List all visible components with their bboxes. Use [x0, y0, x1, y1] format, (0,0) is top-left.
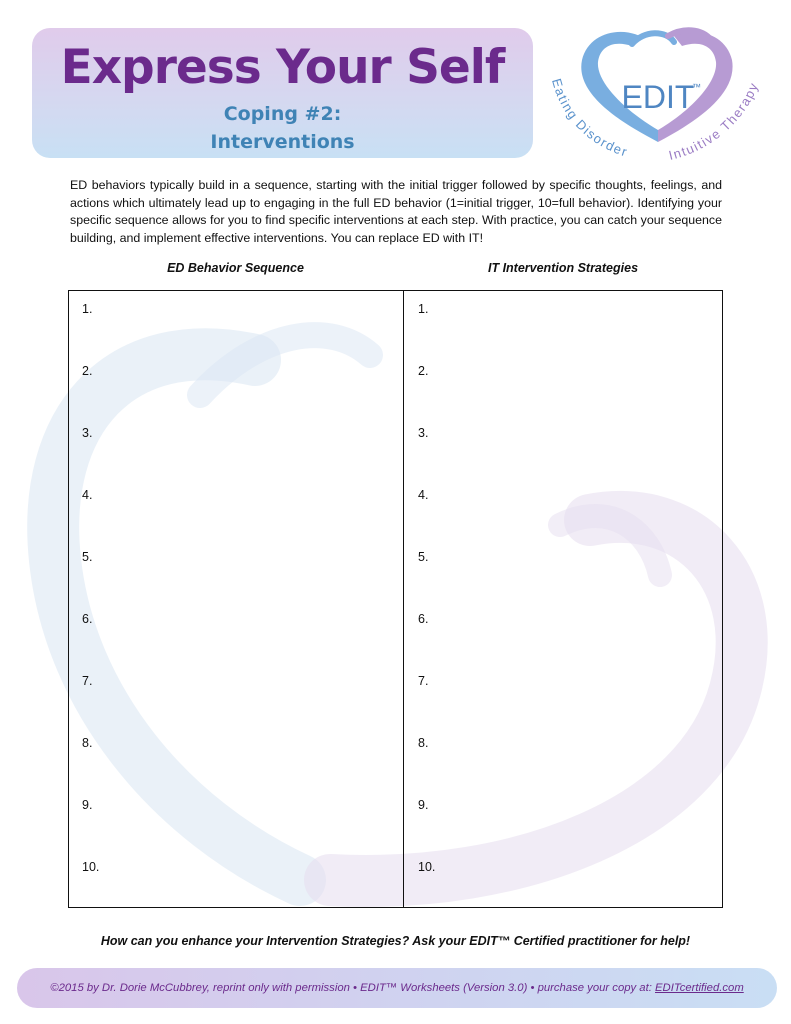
page-subtitle-line2: Interventions: [210, 131, 355, 153]
it-step-number: 6.: [418, 612, 429, 626]
worksheet-table: [68, 290, 723, 908]
it-step-number: 7.: [418, 674, 429, 688]
ed-step-number: 1.: [82, 302, 93, 316]
ed-step-number: 4.: [82, 488, 93, 502]
it-step-number: 2.: [418, 364, 429, 378]
column-header-it-strategies: IT Intervention Strategies: [487, 261, 639, 275]
header-banner: [32, 28, 533, 158]
footer-bar: [17, 968, 777, 1008]
column-divider: [403, 291, 404, 907]
it-step-number: 8.: [418, 736, 429, 750]
ed-step-number: 7.: [82, 674, 93, 688]
ed-step-number: 9.: [82, 798, 93, 812]
it-step-number: 10.: [418, 860, 436, 874]
logo-trademark: ™: [692, 82, 701, 92]
logo-wordmark: EDIT: [621, 79, 695, 115]
edit-logo: [540, 22, 775, 167]
ed-step-number: 6.: [82, 612, 93, 626]
footer-question: How can you enhance your Intervention Strategies? Ask your EDIT™ Certified practitioner for help!: [100, 934, 691, 948]
it-step-number: 5.: [418, 550, 429, 564]
intro-paragraph: ED behaviors typically build in a sequence, starting with the initial trigger followed by specific thoughts, feelings, and actions which ultimately lead up to engaging in the full ED behavior (1=initial trigger, 10=full behavior). Identifying your specific sequence allows for you to find specific interventions at each step. With practice, you can catch your sequence building, and implement effective interventions. You can replace ED with IT!: [70, 178, 722, 245]
editcertified-link[interactable]: EDITcertified.com: [655, 982, 744, 994]
column-header-ed-behavior: ED Behavior Sequence: [167, 261, 304, 275]
logo-right-arc-text: Intuitive Therapy: [667, 79, 762, 163]
ed-step-number: 3.: [82, 426, 93, 440]
copyright-text: ©2015 by Dr. Dorie McCubbrey, reprint only with permission • EDIT™ Worksheets (Version 3.0) • purchase your copy at:: [50, 982, 655, 994]
it-step-number: 9.: [418, 798, 429, 812]
page-title: Express Your Self: [60, 40, 505, 95]
ed-step-number: 10.: [82, 860, 100, 874]
ed-step-number: 2.: [82, 364, 93, 378]
it-step-number: 4.: [418, 488, 429, 502]
ed-step-number: 8.: [82, 736, 93, 750]
it-step-number: 3.: [418, 426, 429, 440]
it-step-number: 1.: [418, 302, 429, 316]
logo-left-arc-text: Eating Disorder: [549, 76, 631, 160]
ed-step-number: 5.: [82, 550, 93, 564]
page-subtitle-line1: Coping #2:: [223, 103, 342, 125]
